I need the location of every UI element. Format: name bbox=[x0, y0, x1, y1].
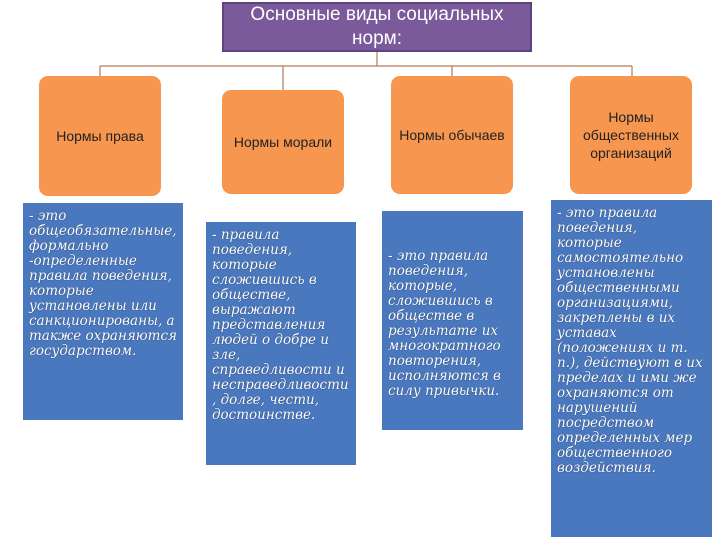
heading-norms-of-customs: Нормы обычаев bbox=[391, 76, 513, 194]
description-norms-of-morality: - правила поведения, которые сложившись в обществе, выражают представления людей о добре и зле, справедливости и несправедливости, долге, чести, достоинстве. bbox=[206, 222, 356, 465]
heading-norms-of-morality: Нормы морали bbox=[222, 90, 344, 194]
diagram-title: Основные виды социальных норм: bbox=[222, 2, 532, 52]
heading-norms-of-public-organizations: Нормы общественных организаций bbox=[570, 76, 692, 194]
description-norms-of-customs: - это правила поведения, которые, сложившись в обществе в результате их многократного повторения, исполняются в силу привычки. bbox=[382, 211, 523, 430]
description-norms-of-public-organizations: - это правила поведения, которые самостоятельно установлены общественными организациями, закреплены в их уставах (положениях и т. п.), действуют в их пределах и ими же охраняются от нарушений посредством определенных мер общественного воздействия. bbox=[551, 200, 712, 537]
description-norms-of-law: - это общеобязательные, формально -определенные правила поведения, которые установлены или санкционированы, а также охраняются государством. bbox=[23, 203, 183, 420]
heading-norms-of-law: Нормы права bbox=[39, 76, 161, 196]
